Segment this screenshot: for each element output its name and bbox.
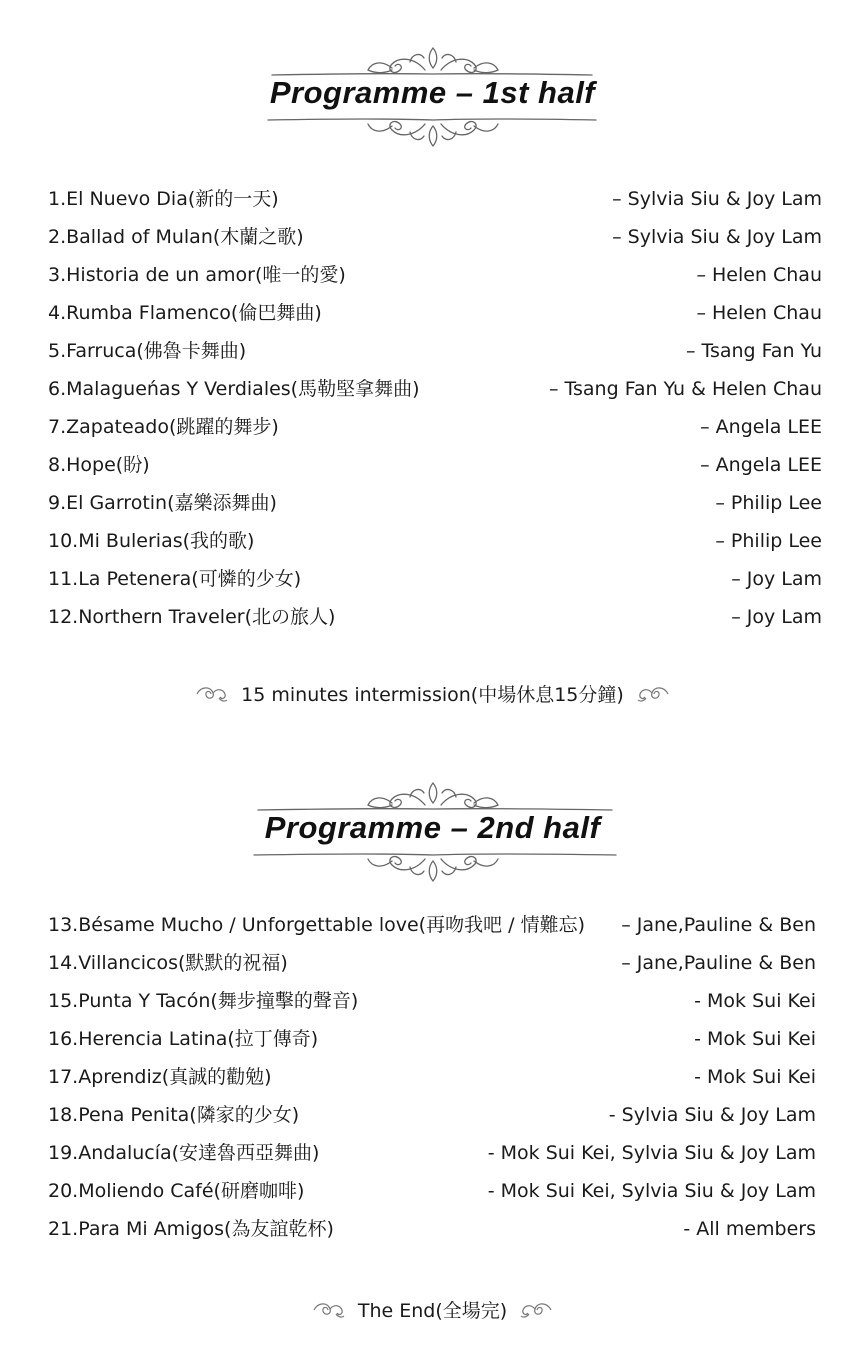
performer-name: - Mok Sui Kei, Sylvia Siu & Joy Lam bbox=[487, 1180, 816, 1202]
ending-note bbox=[0, 1296, 865, 1323]
performer-name: – Philip Lee bbox=[715, 530, 822, 552]
piece-title: 14.Villancicos(默默的祝福) bbox=[48, 952, 288, 974]
programme-item bbox=[48, 982, 816, 1020]
piece-title: 19.Andalucía(安達魯西亞舞曲) bbox=[48, 1142, 320, 1164]
ending-text: The End(全場完) bbox=[357, 1300, 508, 1322]
programme-item bbox=[48, 944, 816, 982]
performer-name: – Jane,Pauline & Ben bbox=[621, 952, 816, 974]
second-half-programme-list bbox=[48, 906, 816, 1248]
performer-name: – Jane,Pauline & Ben bbox=[621, 914, 816, 936]
second-half-title: Programme – 2nd half bbox=[264, 810, 601, 845]
performer-name: - All members bbox=[683, 1218, 816, 1240]
performer-name: – Philip Lee bbox=[715, 492, 822, 514]
right-flourish-icon bbox=[636, 684, 670, 704]
programme-item bbox=[48, 1172, 816, 1210]
programme-item bbox=[48, 408, 822, 446]
piece-title: 1.El Nuevo Dia(新的一天) bbox=[48, 188, 279, 210]
programme-item bbox=[48, 218, 822, 256]
piece-title: 15.Punta Y Tacón(舞步撞擊的聲音) bbox=[48, 990, 359, 1012]
performer-name: – Joy Lam bbox=[731, 606, 822, 628]
piece-title: 4.Rumba Flamenco(倫巴舞曲) bbox=[48, 302, 322, 324]
programme-item bbox=[48, 370, 822, 408]
performer-name: – Angela LEE bbox=[700, 416, 822, 438]
intermission-note bbox=[0, 680, 865, 707]
left-flourish-icon bbox=[312, 1300, 346, 1320]
programme-item bbox=[48, 1210, 816, 1248]
programme-item bbox=[48, 180, 822, 218]
left-flourish-icon bbox=[195, 684, 229, 704]
piece-title: 10.Mi Bulerias(我的歌) bbox=[48, 530, 255, 552]
piece-title: 9.El Garrotin(嘉樂添舞曲) bbox=[48, 492, 277, 514]
performer-name: – Joy Lam bbox=[731, 568, 822, 590]
performer-name: - Mok Sui Kei, Sylvia Siu & Joy Lam bbox=[487, 1142, 816, 1164]
programme-item bbox=[48, 294, 822, 332]
first-half-programme-list bbox=[48, 180, 822, 636]
programme-item bbox=[48, 446, 822, 484]
piece-title: 2.Ballad of Mulan(木蘭之歌) bbox=[48, 226, 304, 248]
first-half-title: Programme – 1st half bbox=[269, 75, 596, 110]
performer-name: – Sylvia Siu & Joy Lam bbox=[612, 188, 822, 210]
programme-item bbox=[48, 1020, 816, 1058]
performer-name: – Helen Chau bbox=[696, 264, 822, 286]
piece-title: 8.Hope(盼) bbox=[48, 454, 150, 476]
piece-title: 3.Historia de un amor(唯一的愛) bbox=[48, 264, 346, 286]
first-half-header bbox=[0, 40, 865, 150]
performer-name: – Angela LEE bbox=[700, 454, 822, 476]
performer-name: – Tsang Fan Yu bbox=[685, 340, 822, 362]
performer-name: – Helen Chau bbox=[696, 302, 822, 324]
programme-item bbox=[48, 598, 822, 636]
programme-item bbox=[48, 1058, 816, 1096]
programme-item bbox=[48, 256, 822, 294]
piece-title: 5.Farruca(佛魯卡舞曲) bbox=[48, 340, 247, 362]
right-flourish-icon bbox=[519, 1300, 553, 1320]
piece-title: 11.La Petenera(可憐的少女) bbox=[48, 568, 302, 590]
intermission-text: 15 minutes intermission(中場休息15分鐘) bbox=[241, 684, 624, 706]
piece-title: 21.Para Mi Amigos(為友誼乾杯) bbox=[48, 1218, 334, 1240]
programme-item bbox=[48, 560, 822, 598]
second-half-header bbox=[0, 775, 865, 885]
performer-name: - Sylvia Siu & Joy Lam bbox=[608, 1104, 816, 1126]
programme-item bbox=[48, 1134, 816, 1172]
performer-name: – Tsang Fan Yu & Helen Chau bbox=[549, 378, 822, 400]
piece-title: 17.Aprendiz(真誠的勸勉) bbox=[48, 1066, 272, 1088]
performer-name: – Sylvia Siu & Joy Lam bbox=[612, 226, 822, 248]
piece-title: 12.Northern Traveler(北の旅人) bbox=[48, 606, 336, 628]
piece-title: 20.Moliendo Café(研磨咖啡) bbox=[48, 1180, 305, 1202]
programme-item bbox=[48, 332, 822, 370]
programme-item bbox=[48, 484, 822, 522]
piece-title: 16.Herencia Latina(拉丁傳奇) bbox=[48, 1028, 319, 1050]
programme-item bbox=[48, 906, 816, 944]
performer-name: - Mok Sui Kei bbox=[694, 990, 816, 1012]
piece-title: 18.Pena Penita(隣家的少女) bbox=[48, 1104, 300, 1126]
piece-title: 13.Bésame Mucho / Unforgettable love(再吻我吧 / 情難忘) bbox=[48, 914, 585, 936]
programme-item bbox=[48, 1096, 816, 1134]
piece-title: 7.Zapateado(跳躍的舞步) bbox=[48, 416, 279, 438]
programme-item bbox=[48, 522, 822, 560]
performer-name: - Mok Sui Kei bbox=[694, 1028, 816, 1050]
piece-title: 6.Malagueńas Y Verdiales(馬勒堅拿舞曲) bbox=[48, 378, 420, 400]
performer-name: - Mok Sui Kei bbox=[694, 1066, 816, 1088]
